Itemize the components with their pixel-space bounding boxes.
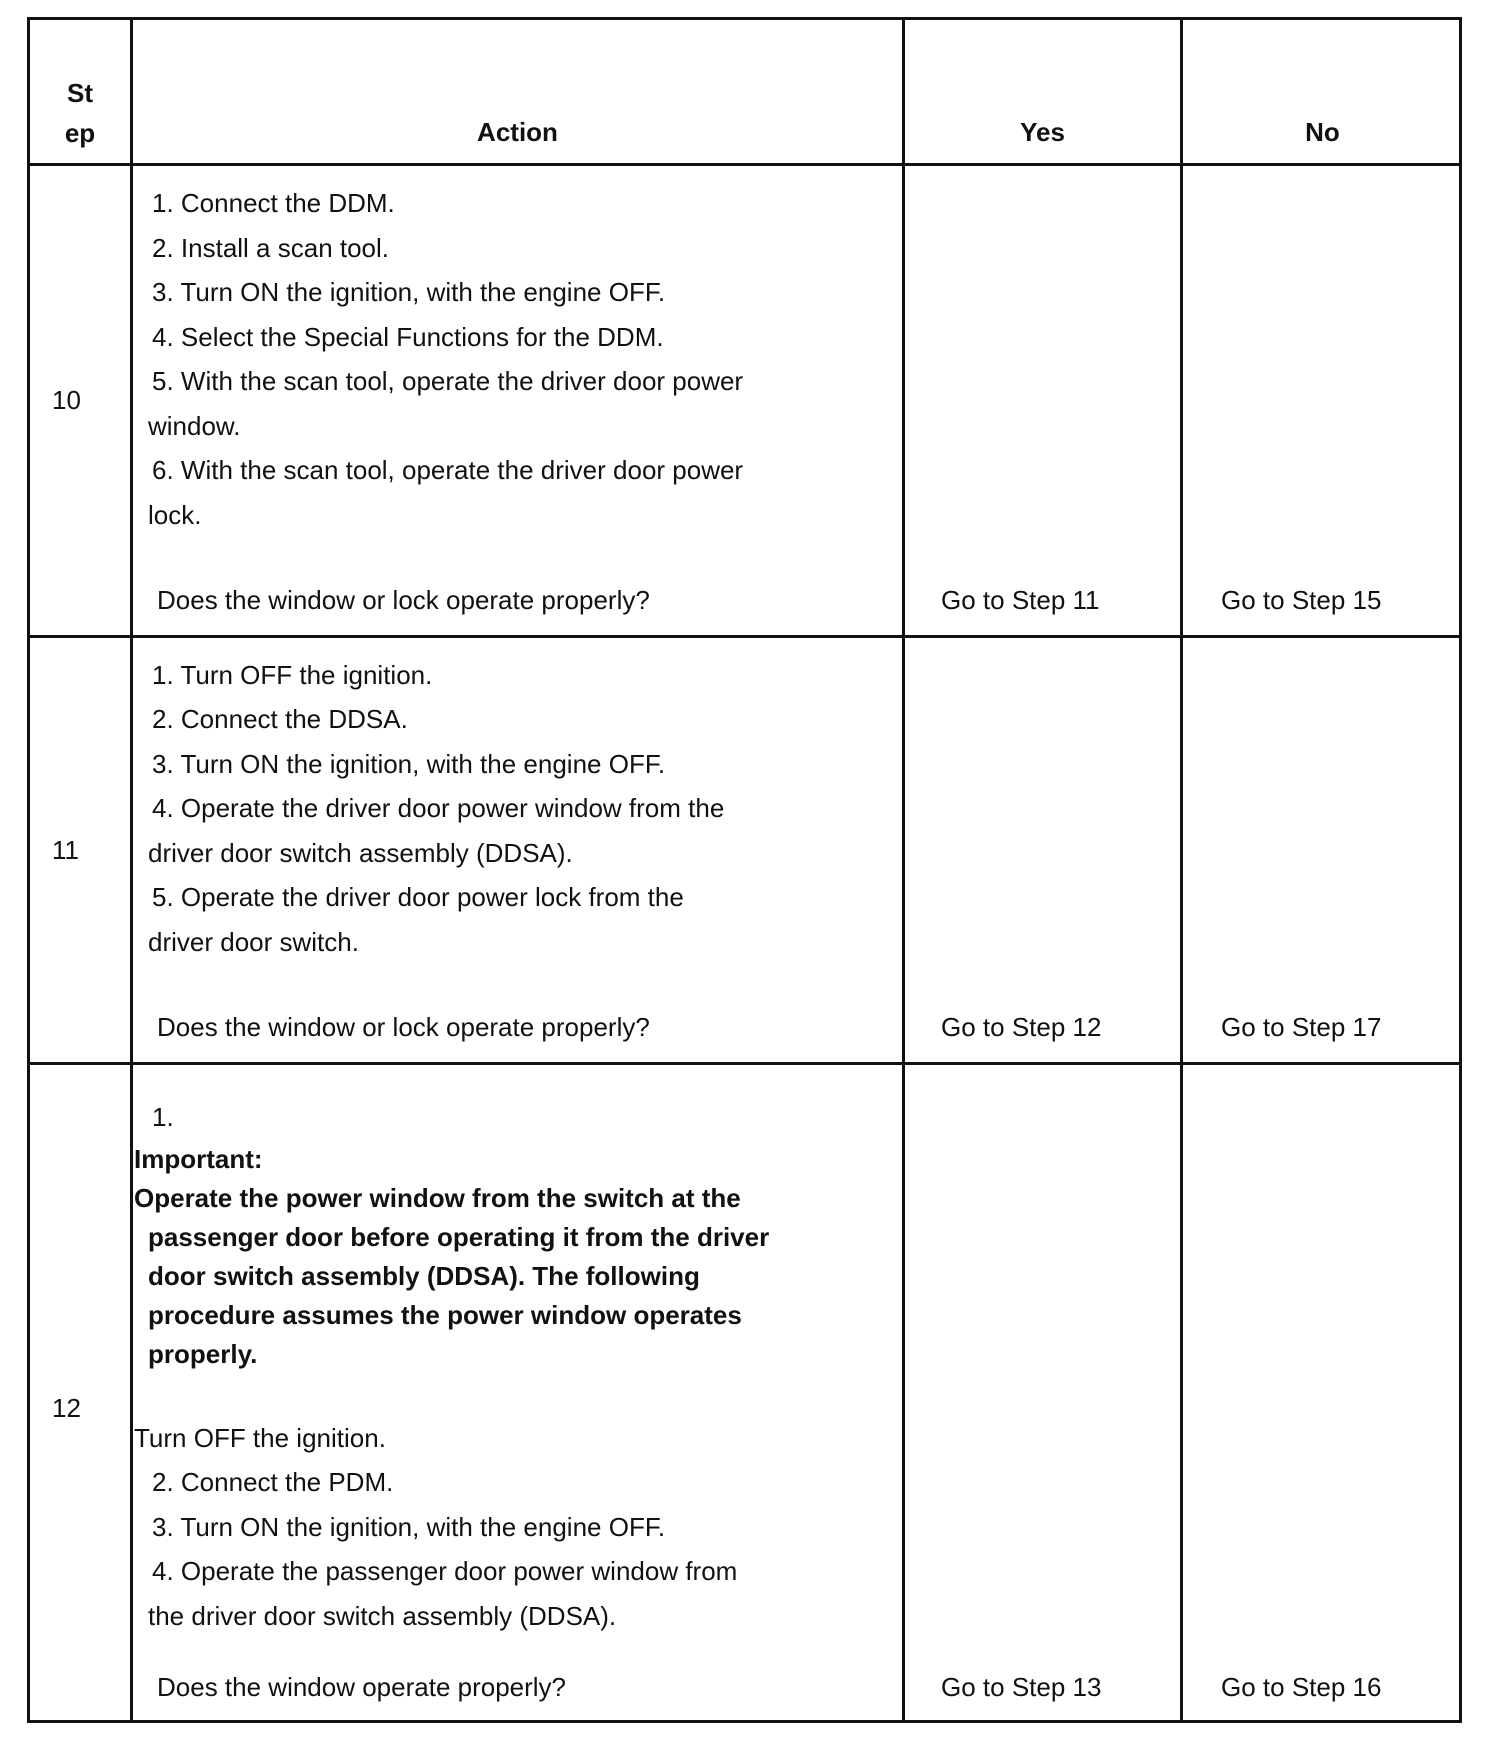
diagnostic-table <box>27 17 1462 1723</box>
row-divider <box>30 163 1459 166</box>
action-line: 4. Operate the passenger door power window from <box>152 1556 738 1586</box>
step-number: 11 <box>52 835 79 865</box>
action-line: 2. Install a scan tool. <box>152 233 390 263</box>
no-result: Go to Step 17 <box>1221 1012 1382 1042</box>
action-line: 3. Turn ON the ignition, with the engine OFF. <box>152 749 666 779</box>
important-note-line: door switch assembly (DDSA). The following <box>148 1261 700 1291</box>
action-line: 3. Turn ON the ignition, with the engine OFF. <box>152 277 666 307</box>
column-divider <box>1180 20 1183 1720</box>
yes-result: Go to Step 11 <box>941 585 1100 615</box>
action-line: 5. With the scan tool, operate the driver door power <box>152 366 744 396</box>
action-line: driver door switch assembly (DDSA). <box>148 838 573 868</box>
row-divider <box>30 635 1459 638</box>
action-question: Does the window operate properly? <box>157 1672 567 1702</box>
yes-result: Go to Step 13 <box>941 1672 1102 1702</box>
important-note-line: Operate the power window from the switch at the <box>134 1183 741 1213</box>
header-step-line-1: St <box>67 78 93 108</box>
action-line: 1. <box>152 1102 174 1132</box>
action-line: the driver door switch assembly (DDSA). <box>148 1601 617 1631</box>
column-divider <box>902 20 905 1720</box>
action-line: window. <box>148 411 241 441</box>
yes-result: Go to Step 12 <box>941 1012 1102 1042</box>
header-step-line-2: ep <box>64 118 96 148</box>
important-note-line: properly. <box>148 1339 258 1369</box>
action-line: Turn OFF the ignition. <box>134 1423 386 1453</box>
action-question: Does the window or lock operate properly? <box>157 1012 650 1042</box>
header-no: No <box>1305 117 1340 147</box>
no-result: Go to Step 16 <box>1221 1672 1382 1702</box>
step-number: 12 <box>52 1393 81 1423</box>
action-line: 2. Connect the PDM. <box>152 1467 394 1497</box>
action-line: 1. Connect the DDM. <box>152 188 395 218</box>
action-question: Does the window or lock operate properly? <box>157 585 650 615</box>
action-line: lock. <box>148 500 202 530</box>
header-yes: Yes <box>1020 117 1065 147</box>
important-note-line: passenger door before operating it from the driver <box>148 1222 770 1252</box>
important-label: Important: <box>134 1144 263 1174</box>
step-number: 10 <box>52 385 81 415</box>
important-note-line: procedure assumes the power window operates <box>148 1300 742 1330</box>
header-action: Action <box>477 117 558 147</box>
no-result: Go to Step 15 <box>1221 585 1382 615</box>
action-line: 1. Turn OFF the ignition. <box>152 660 433 690</box>
action-line: 6. With the scan tool, operate the driver door power <box>152 455 744 485</box>
column-divider <box>130 20 133 1720</box>
action-line: 2. Connect the DDSA. <box>152 704 408 734</box>
row-divider <box>30 1062 1459 1065</box>
action-line: 5. Operate the driver door power lock from the <box>152 882 684 912</box>
action-line: 3. Turn ON the ignition, with the engine OFF. <box>152 1512 666 1542</box>
action-line: 4. Operate the driver door power window from the <box>152 793 725 823</box>
action-line: driver door switch. <box>148 927 359 957</box>
action-line: 4. Select the Special Functions for the DDM. <box>152 322 664 352</box>
